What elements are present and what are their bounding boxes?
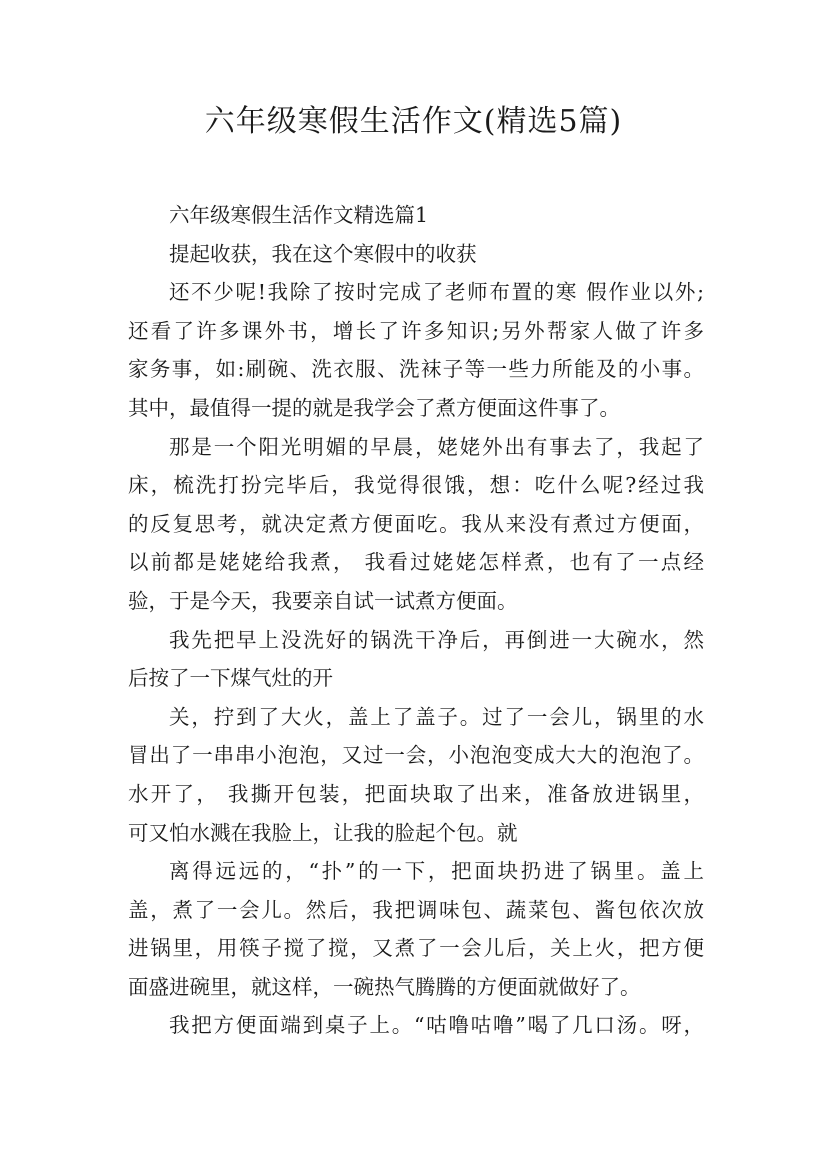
text-line: 冒出了一串串小泡泡，又过一会，小泡泡变成大大的泡泡了。: [128, 743, 704, 768]
text-line: 的反复思考，就决定煮方便面吃。我从来没有煮过方便面，: [128, 511, 704, 536]
text-line: 提起收获，我在这个寒假中的收获: [169, 241, 477, 266]
body-text: [128, 196, 704, 1045]
page-title: 六年级寒假生活作文(精选5篇): [204, 104, 623, 139]
text-line: 我把方便面端到桌子上。“咕噜咕噜”喝了几口汤。呀，: [169, 1013, 704, 1038]
text-line: 面盛进碗里，就这样，一碗热气腾腾的方便面就做好了。: [128, 974, 641, 999]
text-line: 其中，最值得一提的就是我学会了煮方便面这件事了。: [128, 395, 620, 420]
text-line: 还看了许多课外书，增长了许多知识;另外帮家人做了许多: [128, 318, 704, 343]
text-line: 还不少呢!我除了按时完成了老师布置的寒 假作业以外;: [169, 280, 704, 305]
text-line: 那是一个阳光明媚的早晨，姥姥外出有事去了，我起了: [169, 434, 704, 459]
text-line: 家务事，如:刷碗、洗衣服、洗袜子等一些力所能及的小事。: [128, 357, 704, 382]
text-line: 关，拧到了大火，盖上了盖子。过了一会儿，锅里的水: [169, 704, 704, 729]
text-line: 后按了一下煤气灶的开: [128, 666, 333, 691]
text-line: 验，于是今天，我要亲自试一试煮方便面。: [128, 588, 518, 613]
text-line: 我先把早上没洗好的锅洗干净后，再倒进一大碗水，然: [169, 627, 704, 652]
text-line: 以前都是姥姥给我煮， 我看过姥姥怎样煮，也有了一点经: [128, 550, 704, 575]
text-line: 离得远远的，“扑”的一下，把面块扔进了锅里。盖上: [169, 859, 704, 884]
text-line: 水开了， 我撕开包装，把面块取了出来，准备放进锅里，: [128, 781, 704, 806]
text-line: 进锅里，用筷子搅了搅，又煮了一会儿后，关上火，把方便: [128, 936, 704, 961]
text-line: 盖，煮了一会儿。然后，我把调味包、蔬菜包、酱包依次放: [128, 897, 704, 922]
text-line: 可又怕水溅在我脸上，让我的脸起个包。就: [128, 820, 518, 845]
text-line: 床，梳洗打扮完毕后，我觉得很饿，想：吃什么呢?经过我: [128, 473, 704, 498]
text-line: 六年级寒假生活作文精选篇1: [169, 203, 429, 227]
